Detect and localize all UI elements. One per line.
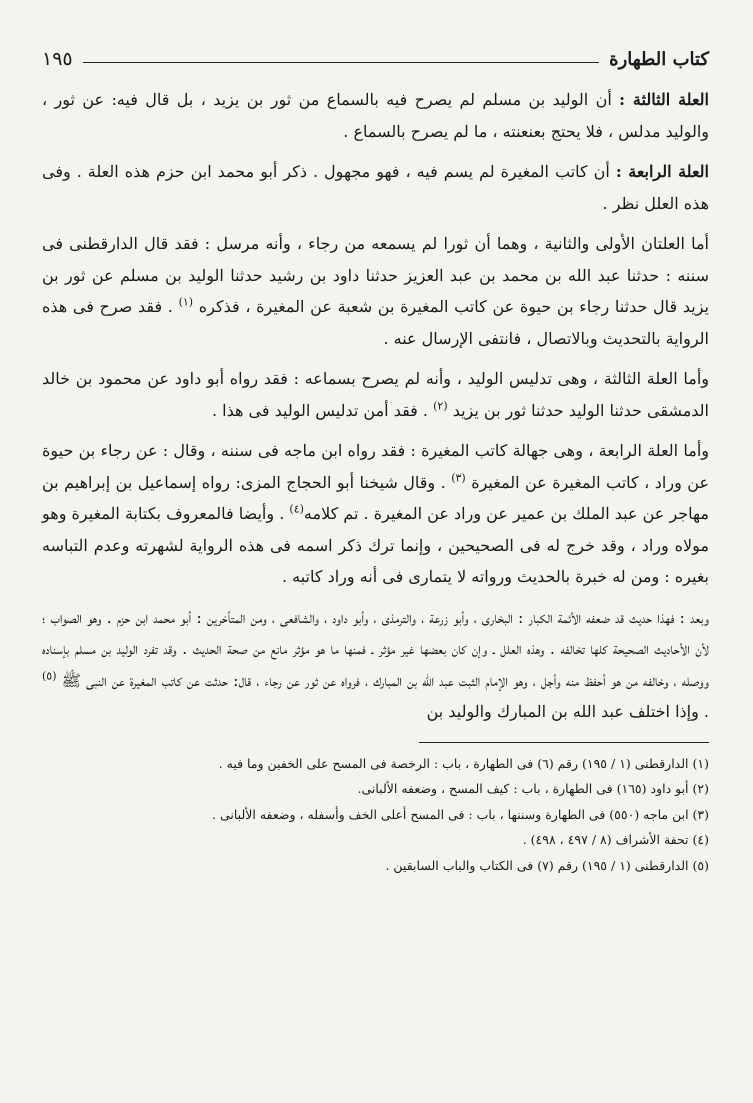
header-rule [83,62,600,63]
footnote: (٢) أبو داود (١٦٥) فى الطهارة ، باب : كيف المسح ، وضعفه الألبانى. [357,781,709,796]
footnote: (٥) الدارقطنى (١ / ١٩٥) رقم (٧) فى الكتاب والباب السابقين . [385,857,709,873]
paragraph [42,156,709,219]
paragraph [42,602,709,728]
footnotes [42,751,709,879]
paragraph-text: . وأيضا فالمعروف بكتابة المغيرة وهو مولاه وراد ، وقد خرج له فى الصحيحين ، وإنما ترك ذكر اسمه فى هذه الرواية لشهرته وعدم التباسه بغيره : ومن له خبرة بالحديث ورواته لا يتمارى فى أنه وراد كاتبه . [42,504,709,586]
paragraph [42,363,709,426]
paragraph-text: وأما العلة الثالثة ، وهى تدليس الوليد ، وأنه لم يصرح بسماعه : فقد رواه أبو داود عن محمود بن خالد الدمشقى حدثنا الوليد حدثنا ثور بن يزيد [42,369,710,420]
paragraph-text: . فقد أمن تدليس الوليد فى هذا . [211,400,434,420]
paragraph [42,228,709,354]
paragraph-text: وأما العلة الرابعة ، وهى جهالة كاتب المغيرة : فقد رواه ابن ماجه فى سننه ، وقال : عن رجاء بن حيوة عن وراد ، كاتب المغيرة عن المغيرة [42,441,709,492]
footnote: (٣) ابن ماجه (٥٥٠) فى الطهارة وسننها ، باب : فى المسح أعلى الخف وأسفله ، وضعفه الألبانى . [212,806,709,822]
main-text [42,84,709,728]
footnote-reference[interactable]: (٢) [433,399,448,413]
paragraph-text: وبعد : فهذا حديث قد ضعفه الأئمة الكبار : البخارى ، وأبو زرعة ، والترمذى ، وأبو داود ، والشافعى ، ومن المتأخرين : أبو محمد ابن حزم . وهو الصواب ؛ لأن الأحاديث الصحيحة كلها تخالفه . وهذه العلل ـ وإن كان بعضها غير مؤثر ـ فمنها ما هو مؤثر مانع من صحة الحديث . وقد تفرد الوليد بن مسلم بإسناده ووصله ، وخالفه من هو أحفظ منه وأجل ، وهو الإمام الثبت عبد الله بن المبارك ، فرواه عن ثور عن رجاء ، قال: حدثت عن كاتب المغيرة عن النبى ﷺ [42,607,709,690]
footnote-reference[interactable]: (٣) [451,471,466,485]
paragraph-lead: العلة الرابعة : [615,162,709,181]
footnote-reference[interactable]: (١) [178,295,194,309]
book-page [42,40,709,1080]
paragraph [42,84,709,147]
page-number: ١٩٥ [42,48,73,70]
running-header [42,40,709,70]
footnote: (٤) تحفة الأشراف (٨ / ٤٩٧ ، ٤٩٨) . [522,832,709,847]
paragraph-lead: العلة الثالثة : [619,90,710,109]
footnote-reference[interactable]: (٥) [42,669,57,683]
footnote: (١) الدارقطنى (١ / ١٩٥) رقم (٦) فى الطهارة ، باب : الرخصة فى المسح على الخفين وما فيه . [218,755,709,771]
footnote-separator [419,742,709,743]
paragraph-text: . فقد صرح فى هذه الرواية بالتحديث وبالاتصال ، فانتفى الإرسال عنه . [42,297,709,348]
chapter-title: كتاب الطهارة [609,49,709,70]
paragraph-text: أما العلتان الأولى والثانية ، وهما أن ثورا لم يسمعه من رجاء ، وأنه مرسل : فقد قال الدارقطنى فى سننه : حدثنا عبد الله بن محمد بن عبد العزيز حدثنا داود بن رشيد حدثنا الوليد بن مسلم عن ثور بن يزيد قال حدثنا رجاء بن حيوة عن كاتب المغيرة بن شعبة عن المغيرة ، فذكره [42,234,709,316]
paragraph-text: أن كاتب المغيرة لم يسم فيه ، فهو مجهول . ذكر أبو محمد ابن حزم هذه العلة . وفى هذه العلل نظر . [42,162,709,213]
paragraph-text: أن الوليد بن مسلم لم يصرح فيه بالسماع من ثور بن يزيد ، بل قال فيه: عن ثور ، والوليد مدلس ، فلا يحتج بعنعنته ، ما لم يصرح بالسماع . [42,90,709,141]
paragraph-text: . وإذا اختلف عبد الله بن المبارك والوليد بن [426,702,709,721]
footnote-reference[interactable]: (٤) [289,502,304,516]
paragraph [42,435,709,593]
paragraph-text: . وقال شيخنا أبو الحجاج المزى: رواه إسماعيل بن إبراهيم بن مهاجر عن عبد الملك بن عمير عن وراد عن المغيرة . تم كلامه [42,472,710,523]
